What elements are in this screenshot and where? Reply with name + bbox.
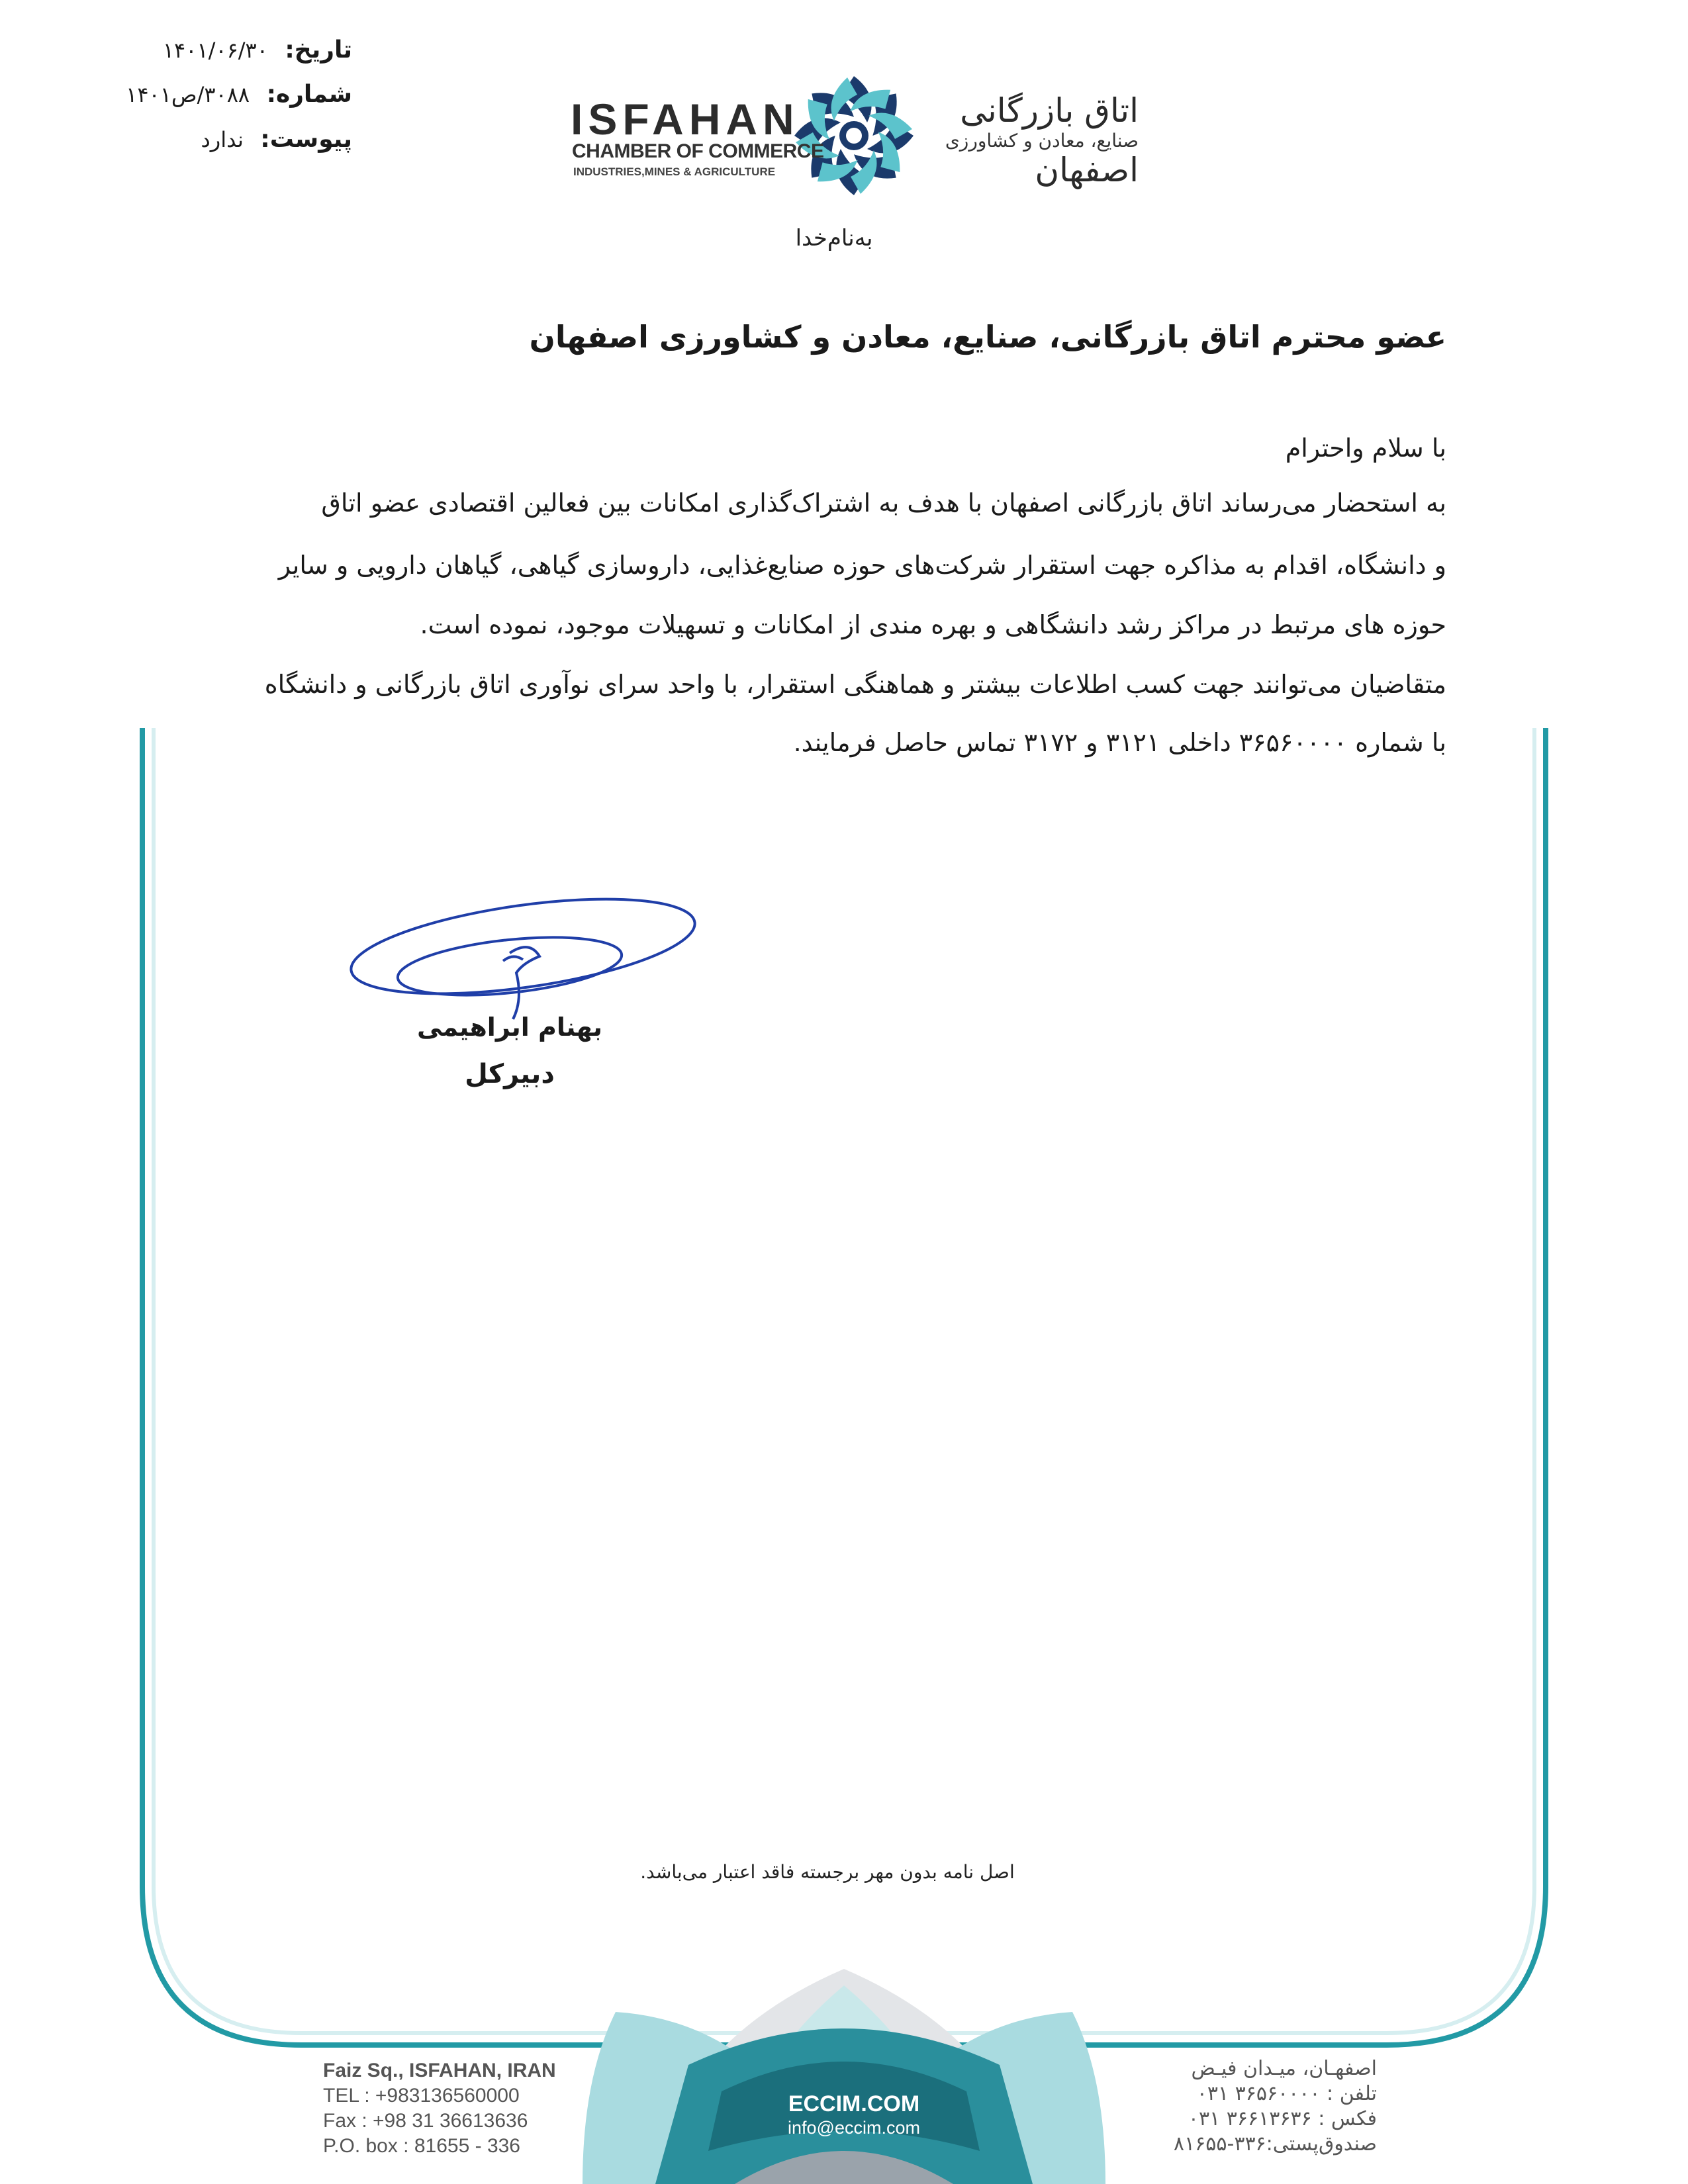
attachment-label: پیوست: [260,126,352,153]
signature-scribble [346,882,700,1019]
logo-fa-line2: صنایع، معادن و کشاورزی [945,130,1139,152]
footer-en-tel: TEL : +983136560000 [323,2085,520,2107]
signer-name: بهنام ابراهیمی [417,1013,602,1042]
footer-en-fax: Fax : +98 31 36613636 [323,2110,528,2132]
logo-fa-line3: اصفهان [1035,151,1139,189]
basmala: به‌نام‌خدا [795,225,873,251]
logo-fa-line1: اتاق بازرگانی [960,91,1139,130]
date-label: تاریخ: [285,36,352,64]
footer-email[interactable]: info@eccim.com [788,2118,920,2138]
footer-website[interactable]: ECCIM.COM [788,2091,920,2116]
footer-en-address: Faiz Sq., ISFAHAN, IRAN [323,2060,556,2081]
chamber-logo-emblem [793,75,915,197]
number-label: شماره: [266,81,352,108]
number-value: ۳۰۸۸/ص۱۴۰۱ [126,82,250,107]
greeting: با سلام واحترام [1285,433,1446,463]
signer-title: دبیرکل [465,1059,555,1089]
letter-title: عضو محترم اتاق بازرگانی، صنایع، معادن و کشاورزی اصفهان [529,319,1446,355]
attachment-value: ندارد [201,127,244,152]
frame-border [142,728,1546,2045]
footer-lotus-graphic [583,1969,1105,2184]
logo-en-subtitle-small: INDUSTRIES,MINES & AGRICULTURE [573,165,776,178]
footer-fa-tel: تلفن : ۳۶۵۶۰۰۰۰ ۰۳۱ [1196,2082,1377,2105]
attachment-row [201,126,352,153]
logo-en-title: ISFAHAN [571,95,800,144]
footer-en-pobox: P.O. box : 81655 - 336 [323,2135,520,2157]
body-line: متقاضیان می‌توانند جهت کسب اطلاعات بیشتر و هماهنگی استقرار، با واحد سرای نوآوری اتاق بازرگانی و دانشگاه [264,670,1446,699]
body-line: به استحضار می‌رساند اتاق بازرگانی اصفهان با هدف به اشتراک‌گذاری امکانات بین فعالین اقتصادی عضو اتاق [321,488,1446,518]
body-line: با شماره ۳۶۵۶۰۰۰۰ داخلی ۳۱۲۱ و ۳۱۷۲ تماس حاصل فرمایند. [793,728,1446,757]
disclaimer: اصل نامه بدون مهر برجسته فاقد اعتبار می‌باشد. [640,1861,1015,1883]
date-row [163,36,352,64]
footer-fa-pobox: صندوق‌پستی:۳۳۶-۸۱۶۵۵ [1173,2132,1377,2156]
body-line: و دانشگاه، اقدام به مذاکره جهت استقرار شرکت‌های حوزه صنایع‌غذایی، داروسازی گیاهی، گیاهان دارویی و سایر [278,551,1446,580]
logo-en-subtitle: CHAMBER OF COMMERCE [572,140,824,162]
body-line: حوزه های مرتبط در مراکز رشد دانشگاهی و بهره مندی از امکانات و تسهیلات موجود، نموده است. [420,610,1446,639]
footer-fa-address: اصفهـان، میـدان فیـض [1191,2057,1377,2080]
frame-border-shadow [154,728,1534,2033]
footer-fa-fax: فکس : ۳۶۶۱۳۶۳۶ ۰۳۱ [1188,2107,1377,2130]
number-row [126,81,352,108]
date-value: ۱۴۰۱/۰۶/۳۰ [162,38,268,63]
